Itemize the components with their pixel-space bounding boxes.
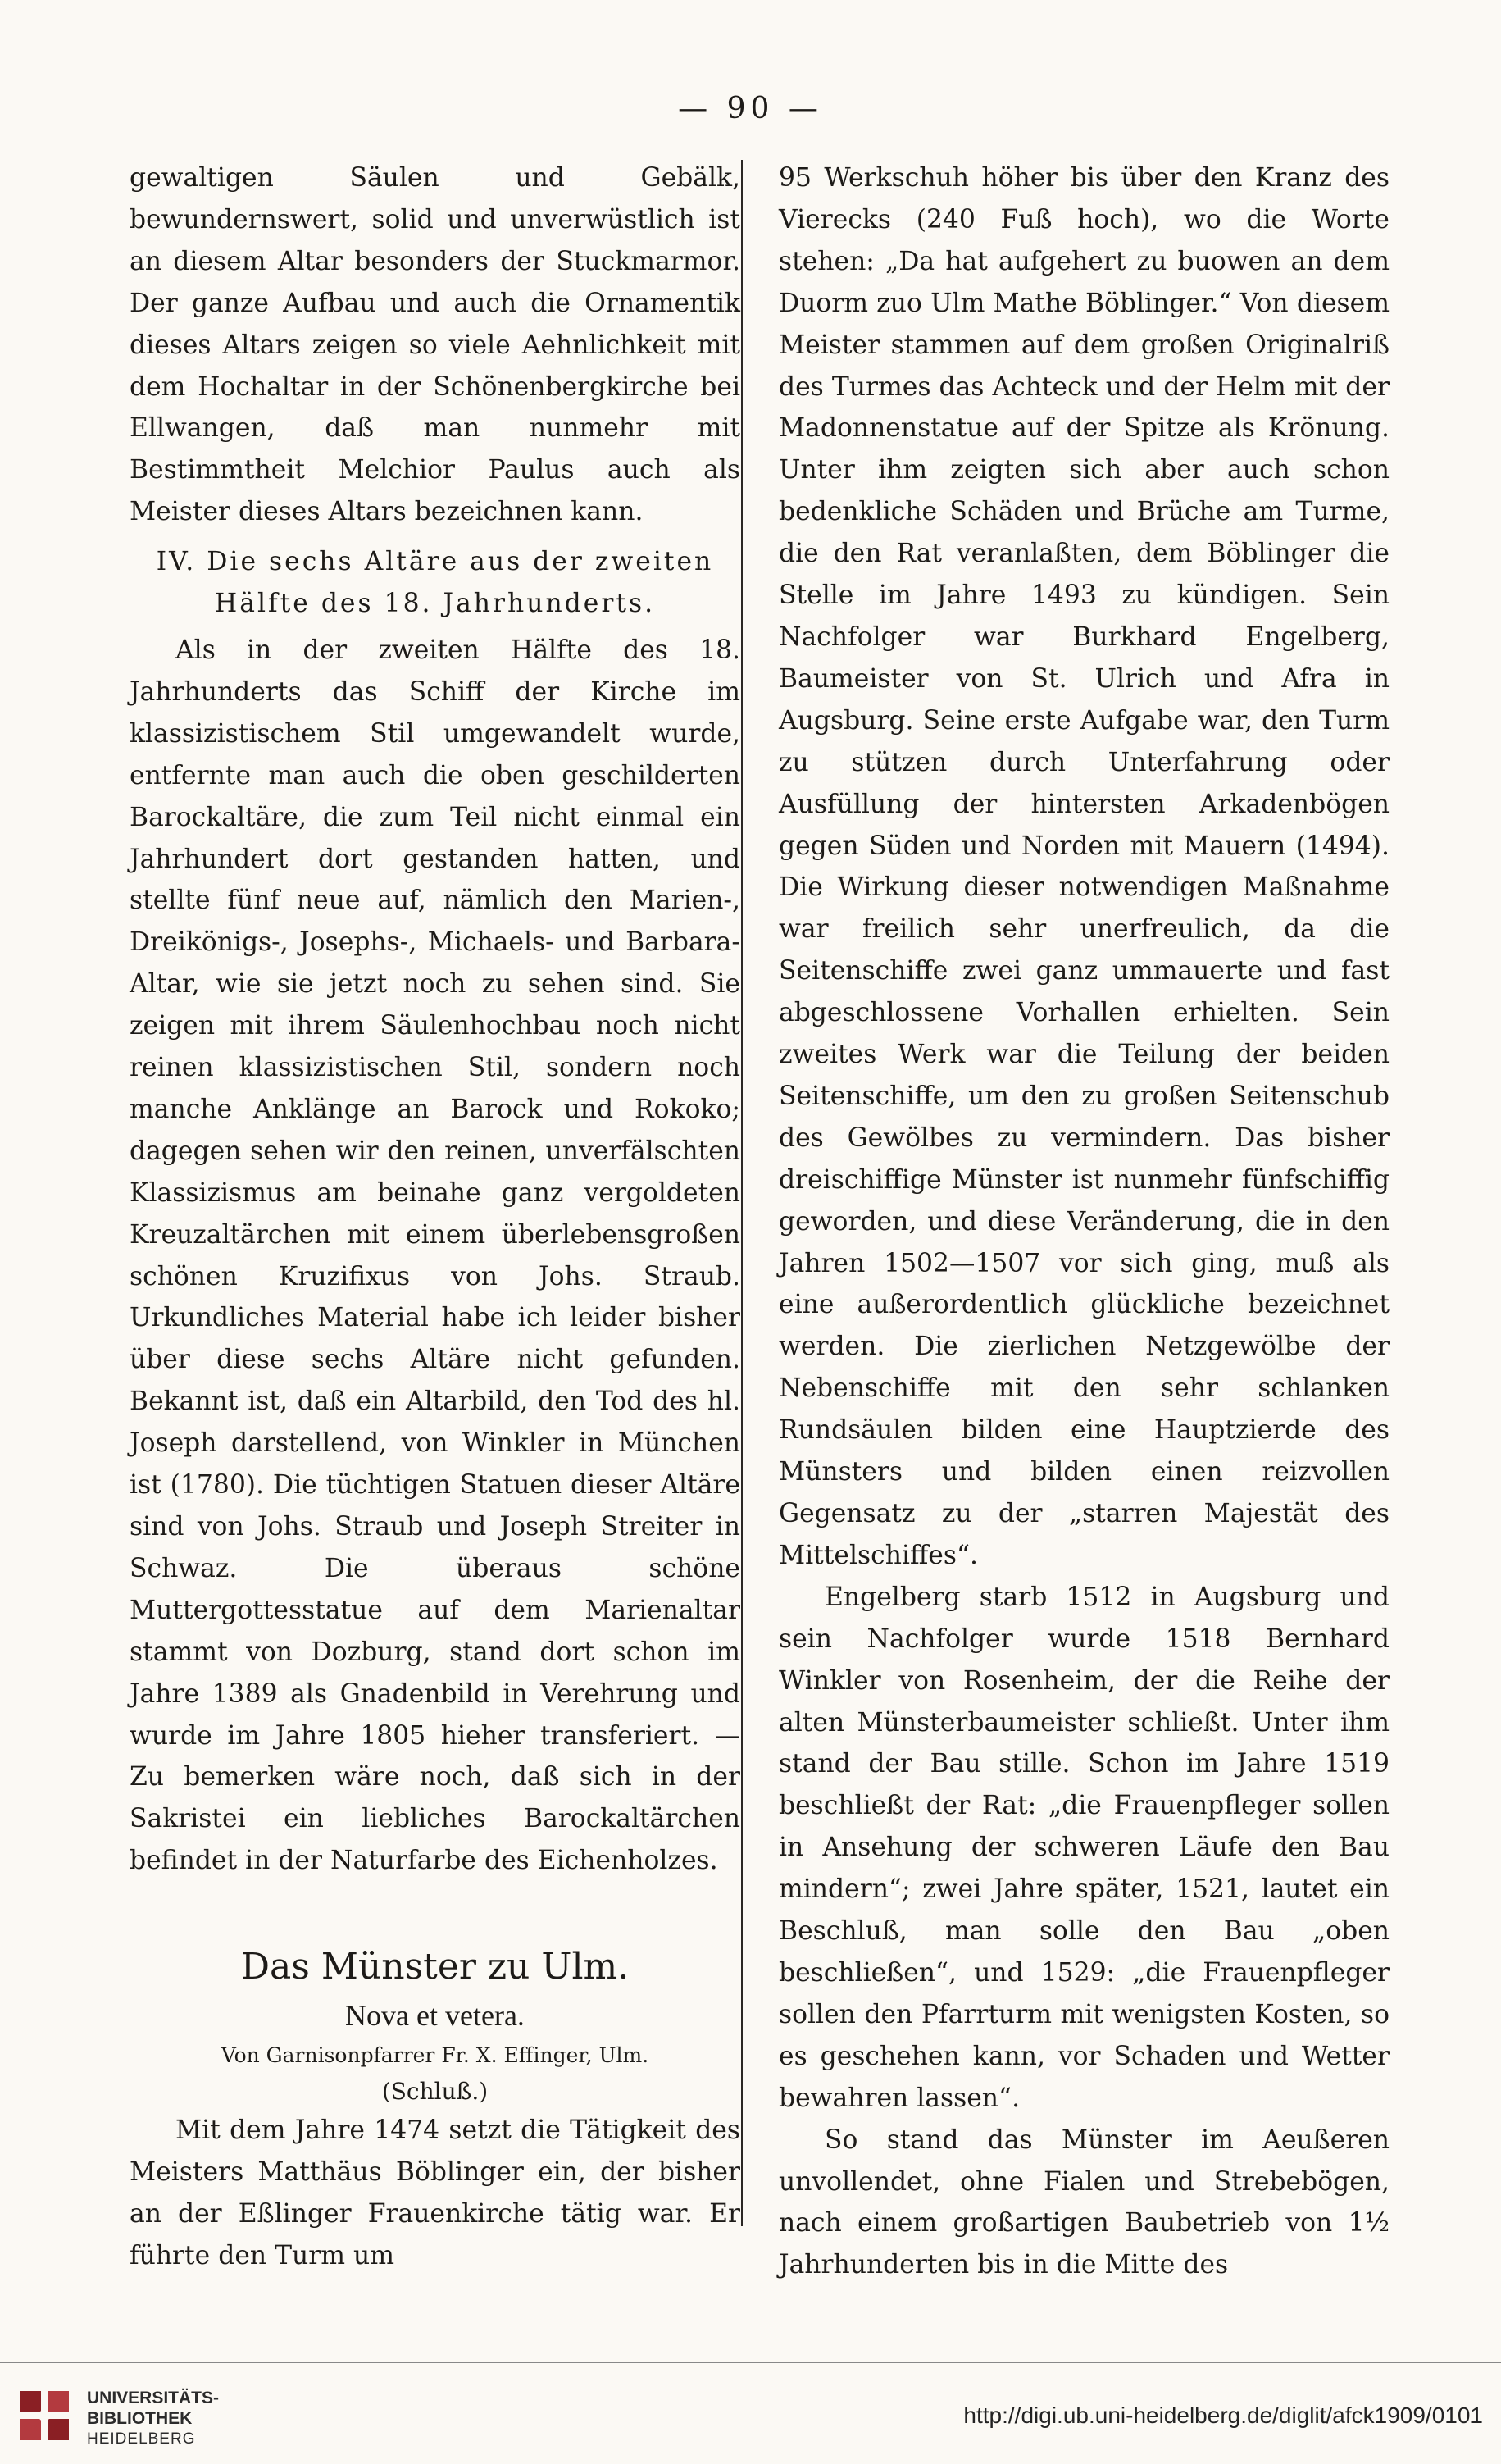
- library-name-line: UNIVERSITÄTS-: [87, 2389, 220, 2407]
- article-note: (Schluß.): [381, 2078, 489, 2106]
- section-heading: IV. Die sechs Altäre aus der zweiten Hälfte des 18. Jahrhunderts.: [156, 547, 714, 619]
- article-title: Das Münster zu Ulm.: [240, 1946, 630, 1988]
- ub-heidelberg-logo-icon[interactable]: [15, 2386, 75, 2447]
- paragraph: Engelberg starb 1512 in Augsburg und sein Nachfolger wurde 1518 Bernhard Winkler von Rosenheim, der die Reihe der alten Münsterbaumeister schließt. Unter ihm stand der Bau stille. Schon im Jahre 1519 beschließt der Rat: „die Frauenpfleger sollen in Ansehung der schweren Läufe den Bau mindern“; zwei Jahre später, 1521, lautet ein Beschluß, man solle den Bau „oben beschließen“, und 1529: „die Frauenpfleger sollen den Pfarrturm mit wenigsten Kosten, so es geschehen kann, vor Schaden und Wetter bewahren lassen“.: [779, 1582, 1390, 2113]
- paragraph: Mit dem Jahre 1474 setzt die Tätigkeit des Meisters Matthäus Böblinger ein, der bisher an der Eßlinger Frauenkirche tätig war. Er führte den Turm um: [130, 2116, 740, 2270]
- library-name-line: HEIDELBERG: [87, 2430, 196, 2448]
- paragraph: gewaltigen Säulen und Gebälk, bewundernswert, solid und unverwüstlich ist an diesem Altar besonders der Stuckmarmor. Der ganze Aufbau und auch die Ornamentik dieses Altars zeigen so viele Aehnlichkeit mit dem Hochaltar in der Schönenbergkirche bei Ellwangen, daß man nunmehr mit Bestimmtheit Melchior Paulus auch als Meister dieses Altars bezeichnen kann.: [130, 163, 740, 527]
- column-divider: [741, 160, 743, 2226]
- spacer: [130, 1882, 740, 1941]
- footer-bar: [0, 2362, 1501, 2464]
- left-column: [130, 157, 740, 2277]
- footer-divider: [0, 2362, 1501, 2363]
- permalink-url[interactable]: http://digi.ub.uni-heidelberg.de/diglit/afck1909/0101: [963, 2403, 1483, 2428]
- article-byline: Von Garnisonpfarrer Fr. X. Effinger, Ulm.: [221, 2043, 649, 2068]
- page-number: — 90 —: [678, 92, 823, 125]
- paragraph: Als in der zweiten Hälfte des 18. Jahrhunderts das Schiff der Kirche im klassizistischem Stil umgewandelt wurde, entfernte man auch die oben geschilderten Barockaltäre, die zum Teil nicht einmal ein Jahrhundert dort gestanden hatten, und stellte fünf neue auf, nämlich den Marien-, Dreikönigs-, Josephs-, Michaels- und Barbara-Altar, wie sie jetzt noch zu sehen sind. Sie zeigen mit ihrem Säulenhochbau noch nicht reinen klassizistischen Stil, sondern noch manche Anklänge an Barock und Rokoko; dagegen sehen wir den reinen, unverfälschten Klassizismus am beinahe ganz vergoldeten Kreuzaltärchen mit einem überlebensgroßen schönen Kruzifixus von Johs. Straub. Urkundliches Material habe ich leider bisher über diese sechs Altäre nicht gefunden. Bekannt ist, daß ein Altarbild, den Tod des hl. Joseph darstellend, von Winkler in München ist (1780). Die tüchtigen Statuen dieser Altäre sind von Johs. Straub und Joseph Streiter in Schwaz. Die überaus schöne Muttergottesstatue auf dem Marienaltar stammt von Dozburg, stand dort schon im Jahre 1389 als Gnadenbild in Verehrung und wurde im Jahre 1805 hieher transferiert. — Zu bemerken wäre noch, daß sich in der Sakristei ein liebliches Barockaltärchen befindet in der Naturfarbe des Eichenholzes.: [130, 635, 740, 1876]
- right-column: [779, 157, 1390, 2286]
- article-subtitle: Nova et vetera.: [345, 1999, 525, 2033]
- paragraph: So stand das Münster im Aeußeren unvollendet, ohne Fialen und Strebebögen, nach einem großartigen Baubetrieb von 1½ Jahrhunderten bis in die Mitte des: [779, 2125, 1390, 2280]
- library-name-line: BIBLIOTHEK: [87, 2409, 193, 2428]
- paragraph: 95 Werkschuh höher bis über den Kranz des Vierecks (240 Fuß hoch), wo die Worte stehen: „Da hat aufgehert zu buowen an dem Duorm zuo Ulm Mathe Böblinger.“ Von diesem Meister stammen auf dem großen Originalriß des Turmes das Achteck und der Helm mit der Madonnenstatue auf der Spitze als Krönung. Unter ihm zeigten sich aber auch schon bedenkliche Schäden und Brüche am Turme, die den Rat veranlaßten, dem Böblinger die Stelle im Jahre 1493 zu kündigen. Sein Nachfolger war Burkhard Engelberg, Baumeister von St. Ulrich und Afra in Augsburg. Seine erste Aufgabe war, den Turm zu stützen durch Unterfahrung oder Ausfüllung der hintersten Arkadenbögen gegen Süden und Norden mit Mauern (1494). Die Wirkung dieser notwendigen Maßnahme war freilich sehr unerfreulich, da die Seitenschiffe zwei ganz ummauerte und fast abgeschlossene Vorhallen erhielten. Sein zweites Werk war die Teilung der beiden Seitenschiffe, um den zu großen Seitenschub des Gewölbes zu vermindern. Das bisher dreischiffige Münster ist nunmehr fünfschiffig geworden, und diese Veränderung, die in den Jahren 1502—1507 vor sich ging, muß als eine außerordentlich glückliche bezeichnet werden. Die zierlichen Netzgewölbe der Nebenschiffe mit den sehr schlanken Rundsäulen bilden eine Hauptzierde des Münsters und bilden einen reizvollen Gegensatz zu der „starren Majestät des Mittelschiffes“.: [779, 163, 1390, 1570]
- library-name: [87, 2388, 219, 2449]
